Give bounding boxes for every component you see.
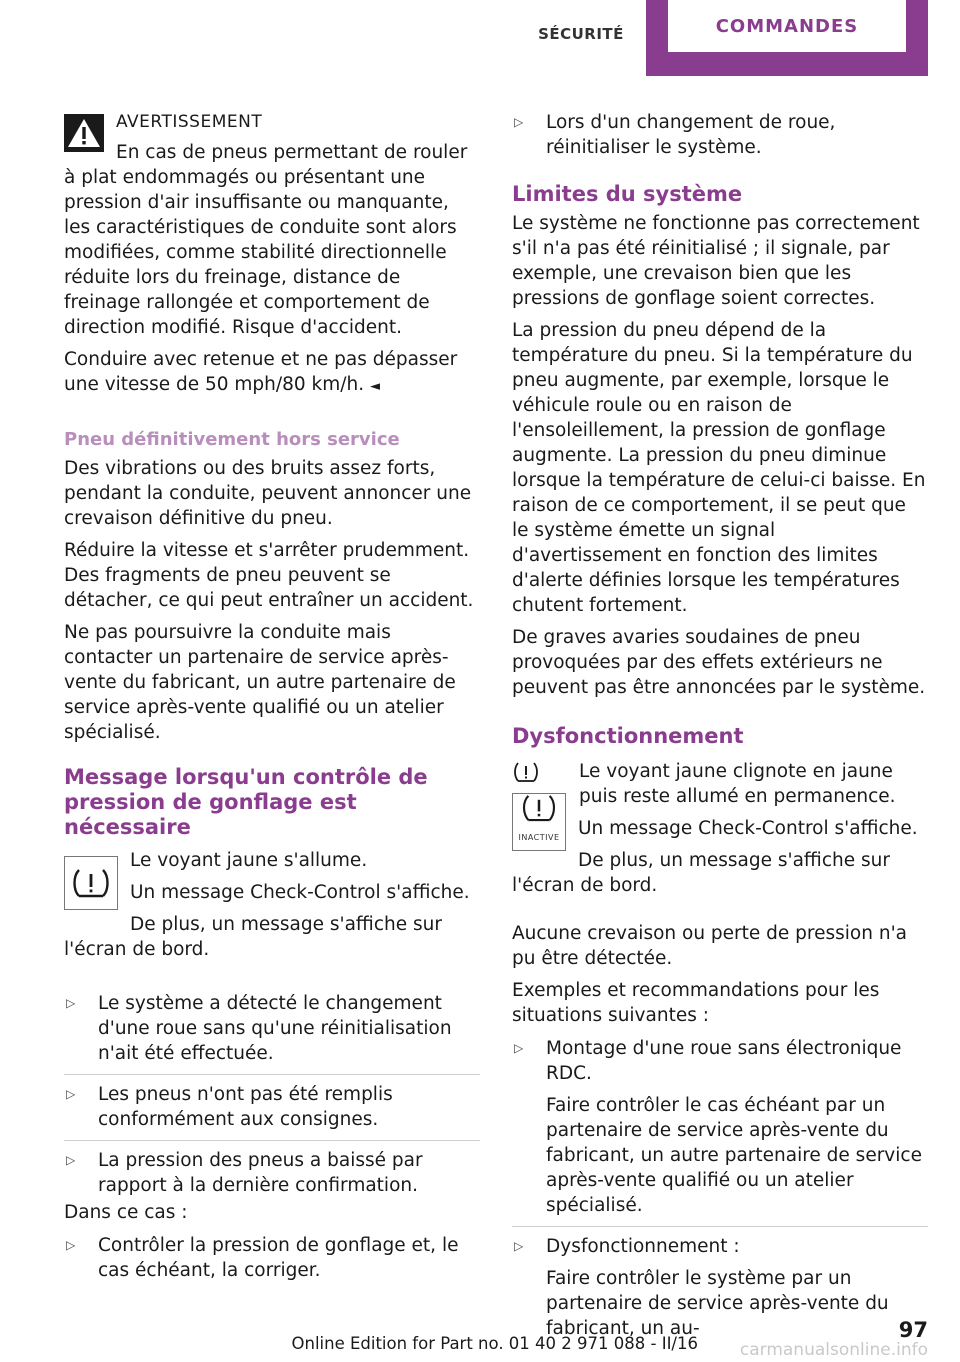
triangle-bullet-icon: ▷ — [514, 1041, 524, 1055]
end-mark: ◄ — [370, 379, 381, 394]
list-item-text: Dysfonctionnement : — [546, 1236, 740, 1257]
triangle-bullet-icon: ▷ — [66, 1087, 76, 1101]
triangle-bullet-icon: ▷ — [66, 1238, 76, 1252]
list-item: ▷ Les pneus n'ont pas été remplis conformément aux consignes. — [64, 1082, 480, 1141]
warning-block — [64, 110, 480, 399]
section-title-message: Message lorsqu'un contrôle de pression de gonflage est nécessaire — [64, 765, 428, 839]
list-item: ▷ Lors d'un changement de roue, réinitialiser le système. — [514, 112, 836, 158]
list-item-text: Faire contrôler le cas échéant par un partenaire de service après-vente du fabricant, un autre partenaire de service après-vente qualifié ou un atelier spécialisé. — [546, 1095, 922, 1216]
action-list — [64, 1233, 480, 1291]
list-item — [512, 1036, 928, 1227]
indicator-line-2: Un message Check-Control s'affiche. — [130, 882, 470, 903]
paragraph: Exemples et recommandations pour les situations suivantes : — [512, 980, 880, 1026]
right-column — [512, 110, 928, 1357]
watermark: carmanualsonline.info — [739, 1340, 928, 1360]
section-title-limites: Limites du système — [512, 182, 743, 206]
list-item-text: Montage d'une roue sans électronique RDC. — [546, 1038, 902, 1084]
chapter-tabs — [516, 0, 928, 76]
cause-list — [64, 991, 480, 1206]
warning-title: AVERTISSEMENT — [116, 112, 263, 132]
indicator-line-3: De plus, un message s'affiche sur l'écran de bord. — [64, 914, 442, 960]
list-item-text: Faire contrôler le système par un partenaire de service après-vente du fabricant, un au- — [546, 1268, 889, 1339]
reset-list — [512, 110, 928, 168]
tire-pressure-warning-icon — [64, 856, 118, 910]
paragraph: Dans ce cas : — [64, 1202, 188, 1223]
triangle-bullet-icon: ▷ — [66, 996, 76, 1010]
inactive-label: INACTIVE — [518, 833, 560, 842]
recommendation-list — [512, 1036, 928, 1349]
triangle-bullet-icon: ▷ — [514, 115, 524, 129]
tab-commandes[interactable] — [646, 0, 928, 76]
paragraph: De graves avaries soudaines de pneu provoquées par des effets extérieurs ne peuvent pas être annoncées par le système. — [512, 627, 926, 698]
tab-securite[interactable]: SÉCURITÉ — [538, 25, 624, 43]
warning-text-2: Conduire avec retenue et ne pas dépasser une vitesse de 50 mph/80 km/h. ◄ — [64, 349, 458, 395]
warning-triangle-icon — [64, 114, 104, 152]
list-item: ▷ Contrôler la pression de gonflage et, le cas échéant, la corriger. — [66, 1235, 459, 1281]
paragraph: La pression du pneu dépend de la température du pneu. Si la température du pneu augmente, par exemple, lorsque le véhicule roule ou en raison de l'ensoleillement, la pression de gonflage augmente. La pression du pneu diminue lorsque la température de celui-ci baisse. En raison de ce comportement, il se peut que le système émette un signal d'avertissement en fonction des limites d'alerte définies lorsque les températures chutent fortement. — [512, 320, 926, 616]
paragraph: Le système ne fonctionne pas correctement s'il n'a pas été réinitialisé ; il signale, par exemple, une crevaison bien que les pressions de gonflage soient correctes. — [512, 213, 920, 309]
indicator-line-1: Le voyant jaune s'allume. — [130, 850, 368, 871]
tire-pressure-inactive-icon — [512, 793, 566, 851]
paragraph: Aucune crevaison ou perte de pression n'a pu être détectée. — [512, 923, 907, 969]
page-footer — [0, 1318, 960, 1362]
tire-pressure-warning-icon — [512, 761, 540, 783]
indicator-block-dys — [512, 759, 928, 905]
warning-text: En cas de pneus permettant de rouler à plat endommagés ou présentant une pression d'air insuffisante ou manquante, les caractéristiques de conduite sont alors modifiées, comme stabilité directionnelle réduite lors du freinage, distance de freinage rallongée et comportement de direction modifié. Risque d'accident. — [64, 142, 468, 338]
section-title-dysfonctionnement: Dysfonctionnement — [512, 724, 744, 748]
section-title-pneu: Pneu définitivement hors service — [64, 429, 400, 450]
indicator-line-1: Le voyant jaune clignote en jaune puis reste allumé en permanence. — [579, 761, 896, 807]
paragraph: Des vibrations ou des bruits assez forts, pendant la conduite, peuvent annoncer une crevaison définitive du pneu. — [64, 458, 472, 529]
paragraph: Ne pas poursuivre la conduite mais contacter un partenaire de service après-vente du fabricant, un autre partenaire de service après-vente qualifié ou un atelier spécialisé. — [64, 622, 456, 743]
indicator-line-2: Un message Check-Control s'affiche. — [578, 818, 918, 839]
paragraph: Réduire la vitesse et s'arrêter prudemment. Des fragments de pneu peuvent se détacher, ce qui peut entraîner un accident. — [64, 540, 474, 611]
triangle-bullet-icon: ▷ — [514, 1239, 524, 1253]
triangle-bullet-icon: ▷ — [66, 1153, 76, 1167]
page-number: 97 — [898, 1318, 928, 1342]
indicator-block — [64, 848, 480, 969]
tab-commandes-label: COMMANDES — [668, 0, 906, 52]
edition-text: Online Edition for Part no. 01 40 2 971 088 - II/16 — [291, 1334, 698, 1353]
indicator-line-3: De plus, un message s'affiche sur l'écran de bord. — [512, 850, 890, 896]
list-item: ▷ La pression des pneus a baissé par rapport à la dernière confirmation. — [66, 1150, 423, 1196]
left-column — [64, 110, 480, 1299]
list-item: ▷ Le système a détecté le changement d'une roue sans qu'une réinitialisation n'ait été effectuée. — [64, 991, 480, 1075]
